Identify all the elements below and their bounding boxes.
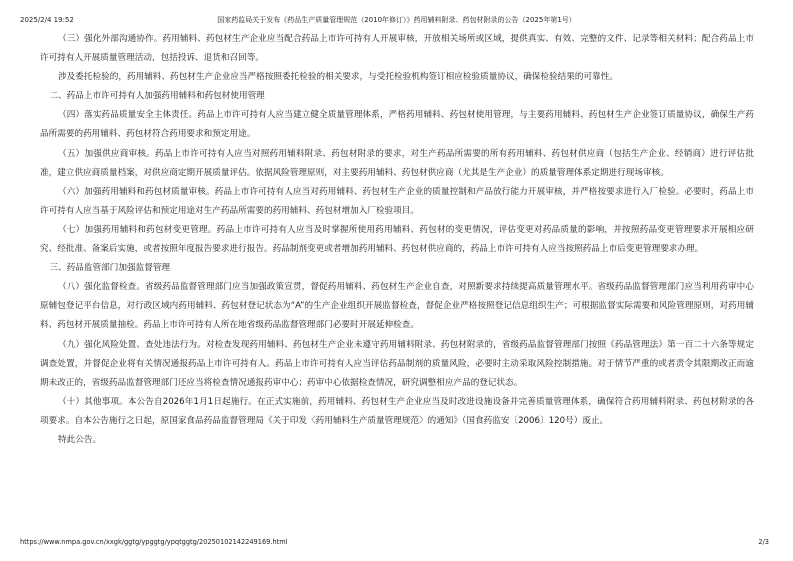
page-title: 国家药监局关于发布《药品生产质量管理规范（2010年修订）》药用辅料附录、药包材附录的公告（2025年第1号） [217,16,576,24]
print-datetime: 2025/2/4 19:52 [20,16,74,24]
paragraph: （九）强化风险处置、查处违法行为。对检查发现药用辅料、药包材生产企业未遵守药用辅料附录、药包材附录的，省级药品监督管理部门按照《药品管理法》第一百二十六条等规定调查处置，并督促企业将有关情况通报药品上市许可持有人。药品上市许可持有人应当评估药品制剂的质量风险，必要时主动采取风险控制措施。对于情节严重的或者责令其限期改正而逾期未改正的，省级药品监督管理部门还应当将检查情况通报药审中心；药审中心依据检查情况，研究调整相应产品的登记状态。 [40,339,754,388]
section-heading: 三、药品监管部门加强监督管理 [49,263,171,274]
paragraph: （五）加强供应商审核。药品上市许可持有人应当对照药用辅料附录、药包材附录的要求，对生产药品所需要的所有药用辅料、药包材供应商（包括生产企业、经销商）进行评估批准，建立供应商质量档案，对供应商定期开展质量评估。依据风险管理原则，对主要药用辅料、药包材供应商（尤其是生产企业）的质量管理体系定期进行现场审核。 [40,148,754,178]
print-footer [20,536,769,548]
paragraph: （四）落实药品质量安全主体责任。药品上市许可持有人应当建立健全质量管理体系，严格药用辅料、药包材使用管理，与主要药用辅料、药包材生产企业签订质量协议，确保生产药品所需要的药用辅料、药包材符合药用要求和预定用途。 [40,110,754,140]
print-header [20,14,773,26]
paragraph: （八）强化监督检查。省级药品监督管理部门应当加强政策宣贯，督促药用辅料、药包材生产企业自查，对照新要求持续提高质量管理水平。省级药品监督管理部门应当利用药审中心原辅包登记平台信息，对行政区域内药用辅料、药包材登记状态为“A”的生产企业组织开展监督检查，督促企业严格按照登记信息组织生产；可根据监督实际需要和风险管理原则，对药用辅料、药包材开展质量抽检。药品上市许可持有人所在地省级药品监督管理部门必要时开展延伸检查。 [40,282,754,331]
page-number: 2/3 [758,538,769,546]
paragraph: （三）强化外部沟通协作。药用辅料、药包材生产企业应当配合药品上市许可持有人开展审核，开放相关场所或区域，提供真实、有效、完整的文件、记录等相关材料；配合药品上市许可持有人开展质量管理活动，包括投诉、退货和召回等。 [40,34,754,64]
paragraph: （六）加强药用辅料和药包材质量审核。药品上市许可持有人应当对药用辅料、药包材生产企业的质量控制和产品放行能力开展审核，并严格按要求进行入厂检验。必要时，药品上市许可持有人应当基于风险评估和预定用途对生产药品所需要的药用辅料、药包材增加入厂检验项目。 [40,186,754,216]
closing-line: 特此公告。 [58,434,102,445]
paragraph: （十）其他事项。本公告自2026年1月1日起施行。在正式实施前，药用辅料、药包材生产企业应当及时改进设施设备并完善质量管理体系，确保符合药用辅料附录、药包材附录的各项要求。自本公告施行之日起，原国家食品药品监督管理局《关于印发〈药用辅料生产质量管理规范〉的通知》（国食药监安〔2006〕120号）废止。 [40,396,754,426]
paragraph: （七）加强药用辅料和药包材变更管理。药品上市许可持有人应当及时掌握所使用药用辅料、药包材的变更情况，评估变更对药品质量的影响，并按照药品变更管理要求开展相应研究、经批准、备案后实施，或者按照年度报告要求进行报告。药品制剂变更或者增加药用辅料、药包材供应商的，药品上市许可持有人应当按照药品上市后变更管理要求办理。 [40,224,754,255]
paragraph: 涉及委托检验的，药用辅料、药包材生产企业应当严格按照委托检验的相关要求，与受托检验机构签订相应检验质量协议，确保检验结果的可靠性。 [58,72,618,83]
page-url: https://www.nmpa.gov.cn/xxgk/ggtg/ypggtg/ypqtggtg/20250102142249169.html [20,538,288,546]
section-heading: 二、药品上市许可持有人加强药用辅料和药包材使用管理 [49,91,265,102]
document-body [40,30,754,450]
